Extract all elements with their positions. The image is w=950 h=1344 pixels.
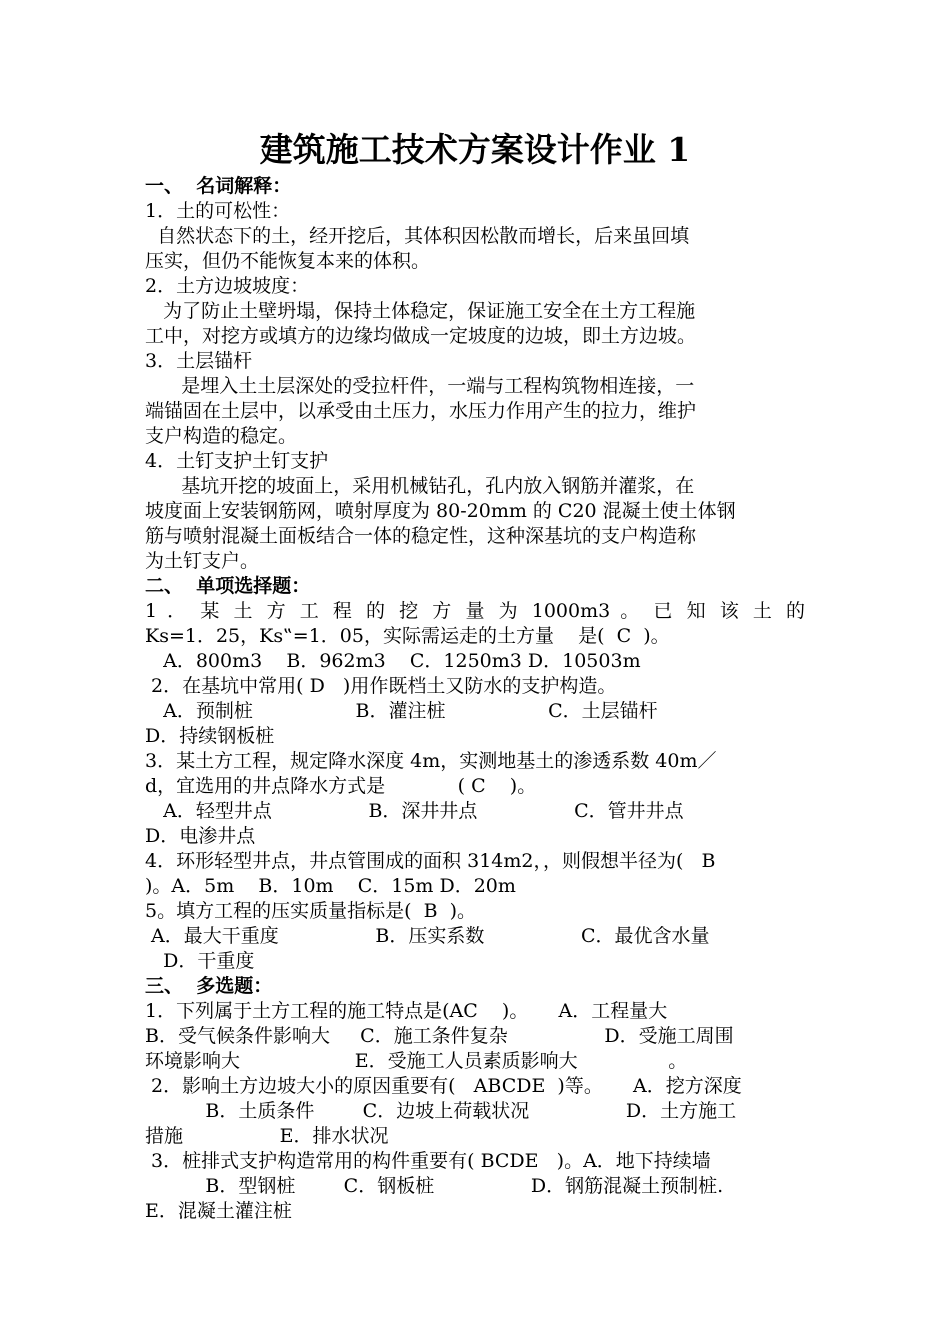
option-line: 措施 E．排水状况 [145, 1125, 389, 1147]
section-heading: 二、 单项选择题： [145, 575, 311, 597]
option-line: A．最大干重度 B．压实系数 C．最优含水量 [145, 925, 710, 947]
section-heading: 三、 多选题： [145, 975, 273, 997]
paragraph-line: 工中，对挖方或填方的边缘均做成一定坡度的边坡，即土方边坡。 [145, 325, 697, 347]
paragraph-line: 坡度面上安装钢筋网，喷射厚度为 80-20mm 的 C20 混凝土使土体钢 [145, 500, 736, 522]
question-line: 5。填方工程的压实质量指标是( B )。 [145, 900, 477, 922]
option-line: B．受气候条件影响大 C．施工条件复杂 D．受施工周围 [145, 1025, 734, 1047]
option-line: A．轻型井点 B．深井井点 C．管井井点 [145, 800, 684, 822]
option-line: )。A．5m B．10m C．15m D．20m [145, 875, 516, 897]
paragraph-line: 支户构造的稳定。 [145, 425, 298, 447]
term-heading: 3．土层锚杆 [145, 350, 253, 372]
option-line: E．混凝土灌注桩 [145, 1200, 292, 1222]
question-line: 2．影响土方边坡大小的原因重要有( ABCDE )等。 A．挖方深度 [145, 1075, 742, 1097]
option-line: 环境影响大 E．受施工人员素质影响大 。 [145, 1050, 688, 1072]
paragraph-line: 端锚固在土层中，以承受由土压力，水压力作用产生的拉力，维护 [145, 400, 697, 422]
option-line: D．电渗井点 [145, 825, 256, 847]
option-line: A．预制桩 B．灌注桩 C．土层锚杆 [145, 700, 658, 722]
paragraph-line: 筋与喷射混凝土面板结合一体的稳定性，这种深基坑的支户构造称 [145, 525, 697, 547]
option-line: D．持续钢板桩 [145, 725, 275, 747]
paragraph-line: 是埋入土土层深处的受拉杆件，一端与工程构筑物相连接，一 [145, 375, 695, 397]
question-line: 3．某土方工程，规定降水深度 4m，实测地基土的渗透系数 40m／ [145, 750, 717, 772]
term-heading: 2．土方边坡坡度： [145, 275, 310, 297]
question-line: 1 ． 某 土 方 工 程 的 挖 方 量 为 1000m3 。 已 知 该 土 的 [145, 600, 805, 622]
option-line: B．土质条件 C．边坡上荷载状况 D．土方施工 [145, 1100, 737, 1122]
question-line: 3．桩排式支护构造常用的构件重要有( BCDE )。A．地下持续墙 [145, 1150, 711, 1172]
paragraph-line: 为了防止土壁坍塌，保持土体稳定，保证施工安全在土方工程施 [145, 300, 696, 322]
paragraph-line: 基坑开挖的坡面上，采用机械钻孔，孔内放入钢筋并灌浆，在 [145, 475, 695, 497]
paragraph-line: 压实，但仍不能恢复本来的体积。 [145, 250, 431, 272]
option-line: D．干重度 [145, 950, 255, 972]
document-title: 建筑施工技术方案设计作业 1 [259, 130, 691, 169]
question-line: 2．在基坑中常用( D )用作既档土又防水的支护构造。 [145, 675, 617, 697]
question-line: Ks=1．25，Ks‟=1．05，实际需运走的土方量 是( C )。 [145, 625, 670, 647]
document-body [145, 174, 805, 1224]
term-heading: 4．土钉支护土钉支护 [145, 450, 329, 472]
question-line: 1．下列属于土方工程的施工特点是(AC )。 A．工程量大 [145, 1000, 668, 1022]
option-line: A．800m3 B．962m3 C．1250m3 D．10503m [145, 650, 641, 672]
paragraph-line: 自然状态下的土，经开挖后，其体积因松散而增长，后来虽回填 [145, 225, 690, 247]
question-line: d，宜选用的井点降水方式是 ( C )。 [145, 775, 537, 797]
question-line: 4．环形轻型井点，井点管围成的面积 314m2，，则假想半径为( B [145, 850, 716, 872]
section-heading: 一、 名词解释： [145, 175, 292, 197]
option-line: B．型钢桩 C．钢板桩 D．钢筋混凝土预制桩. [145, 1175, 724, 1197]
term-heading: 1．土的可松性： [145, 200, 291, 222]
paragraph-line: 为土钉支户。 [145, 550, 260, 572]
